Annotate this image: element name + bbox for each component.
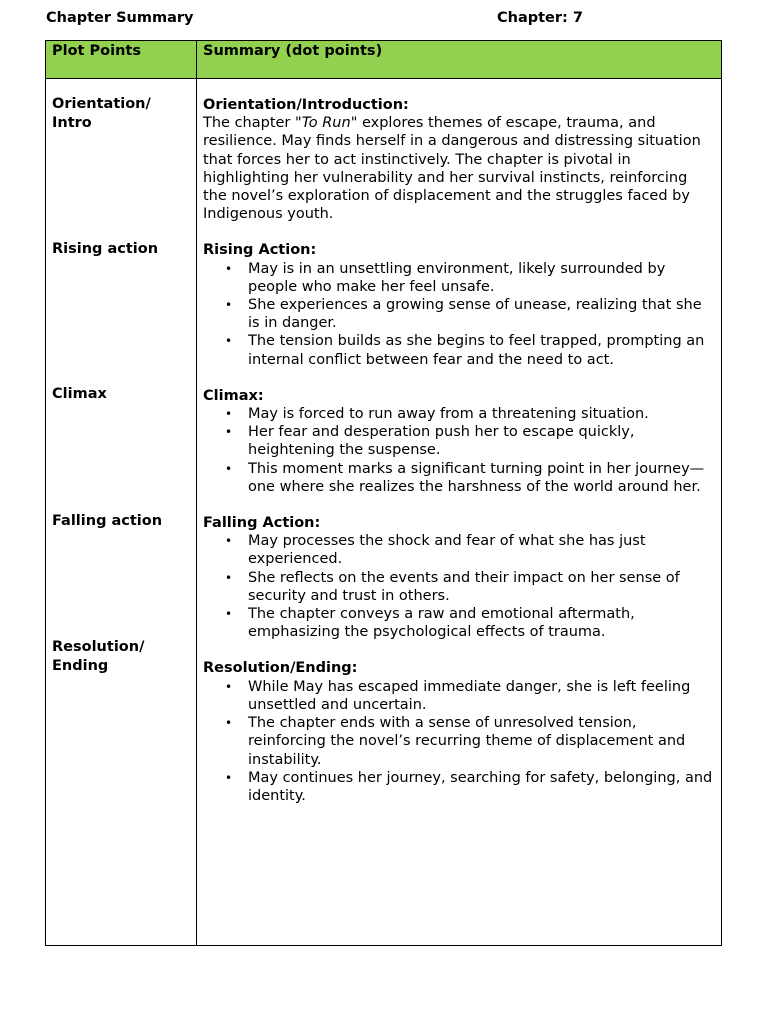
plot-point-rising-action: Rising action: [52, 241, 159, 257]
bullet-list: [203, 532, 713, 641]
header-summary: Summary (dot points): [203, 43, 383, 59]
plot-point-orientation: Orientation/ Intro: [52, 96, 151, 131]
bullet-list: [203, 678, 713, 805]
bullet-list: [203, 260, 713, 369]
chapter-summary-table: [45, 40, 722, 946]
table-header-row: [46, 41, 721, 79]
section-title: Orientation/Introduction:: [203, 97, 409, 113]
list-item: • The chapter ends with a sense of unresolved tension, reinforcing the novel’s recurring theme of displacement and instability.: [248, 714, 713, 769]
header-title: Chapter Summary: [46, 10, 194, 26]
summary-column: [203, 96, 713, 823]
section-falling-action: [203, 514, 713, 641]
plot-point-resolution: Resolution/ Ending: [52, 639, 145, 674]
list-item: • Her fear and desperation push her to escape quickly, heightening the suspense.: [248, 423, 713, 459]
section-title: Resolution/Ending:: [203, 660, 358, 677]
list-item: • She reflects on the events and their impact on her sense of security and trust in others.: [248, 569, 713, 605]
section-title: Rising Action:: [203, 242, 317, 259]
column-divider: [196, 41, 197, 945]
plot-point-falling-action: Falling action: [52, 513, 163, 529]
list-item: • May is in an unsettling environment, likely surrounded by people who make her feel unsafe.: [248, 260, 713, 296]
list-item: • The tension builds as she begins to feel trapped, prompting an internal conflict between fear and the need to act.: [248, 332, 713, 368]
section-resolution: [203, 659, 713, 805]
section-rising-action: [203, 241, 713, 368]
section-title: Climax:: [203, 387, 264, 404]
section-orientation: [203, 96, 713, 223]
chapter-title-italic: To Run: [301, 115, 351, 132]
list-item: • May processes the shock and fear of what she has just experienced.: [248, 532, 713, 568]
list-item: • May continues her journey, searching for safety, belonging, and identity.: [248, 769, 713, 805]
list-item: • While May has escaped immediate danger, she is left feeling unsettled and uncertain.: [248, 678, 713, 714]
document-header: [46, 8, 722, 28]
bullet-list: [203, 405, 713, 496]
section-climax: [203, 387, 713, 496]
list-item: • May is forced to run away from a threatening situation.: [248, 405, 713, 423]
chapter-number: Chapter: 7: [497, 10, 583, 26]
list-item: • The chapter conveys a raw and emotional aftermath, emphasizing the psychological effects of trauma.: [248, 605, 713, 641]
plot-point-climax: Climax: [52, 386, 107, 402]
header-plot-points: Plot Points: [52, 43, 141, 59]
list-item: • This moment marks a significant turning point in her journey—one where she realizes the harshness of the world around her.: [248, 460, 713, 496]
list-item: • She experiences a growing sense of unease, realizing that she is in danger.: [248, 296, 713, 332]
section-title: Falling Action:: [203, 515, 321, 532]
section-paragraph: The chapter "To Run" explores themes of escape, trauma, and resilience. May finds herself in a dangerous and distressing situation that forces her to act instinctively. The chapter is pivotal in highlighting her vulnerability and her survival instincts, reinforcing the novel’s exploration of displacement and the struggles faced by Indigenous youth.: [203, 115, 701, 223]
